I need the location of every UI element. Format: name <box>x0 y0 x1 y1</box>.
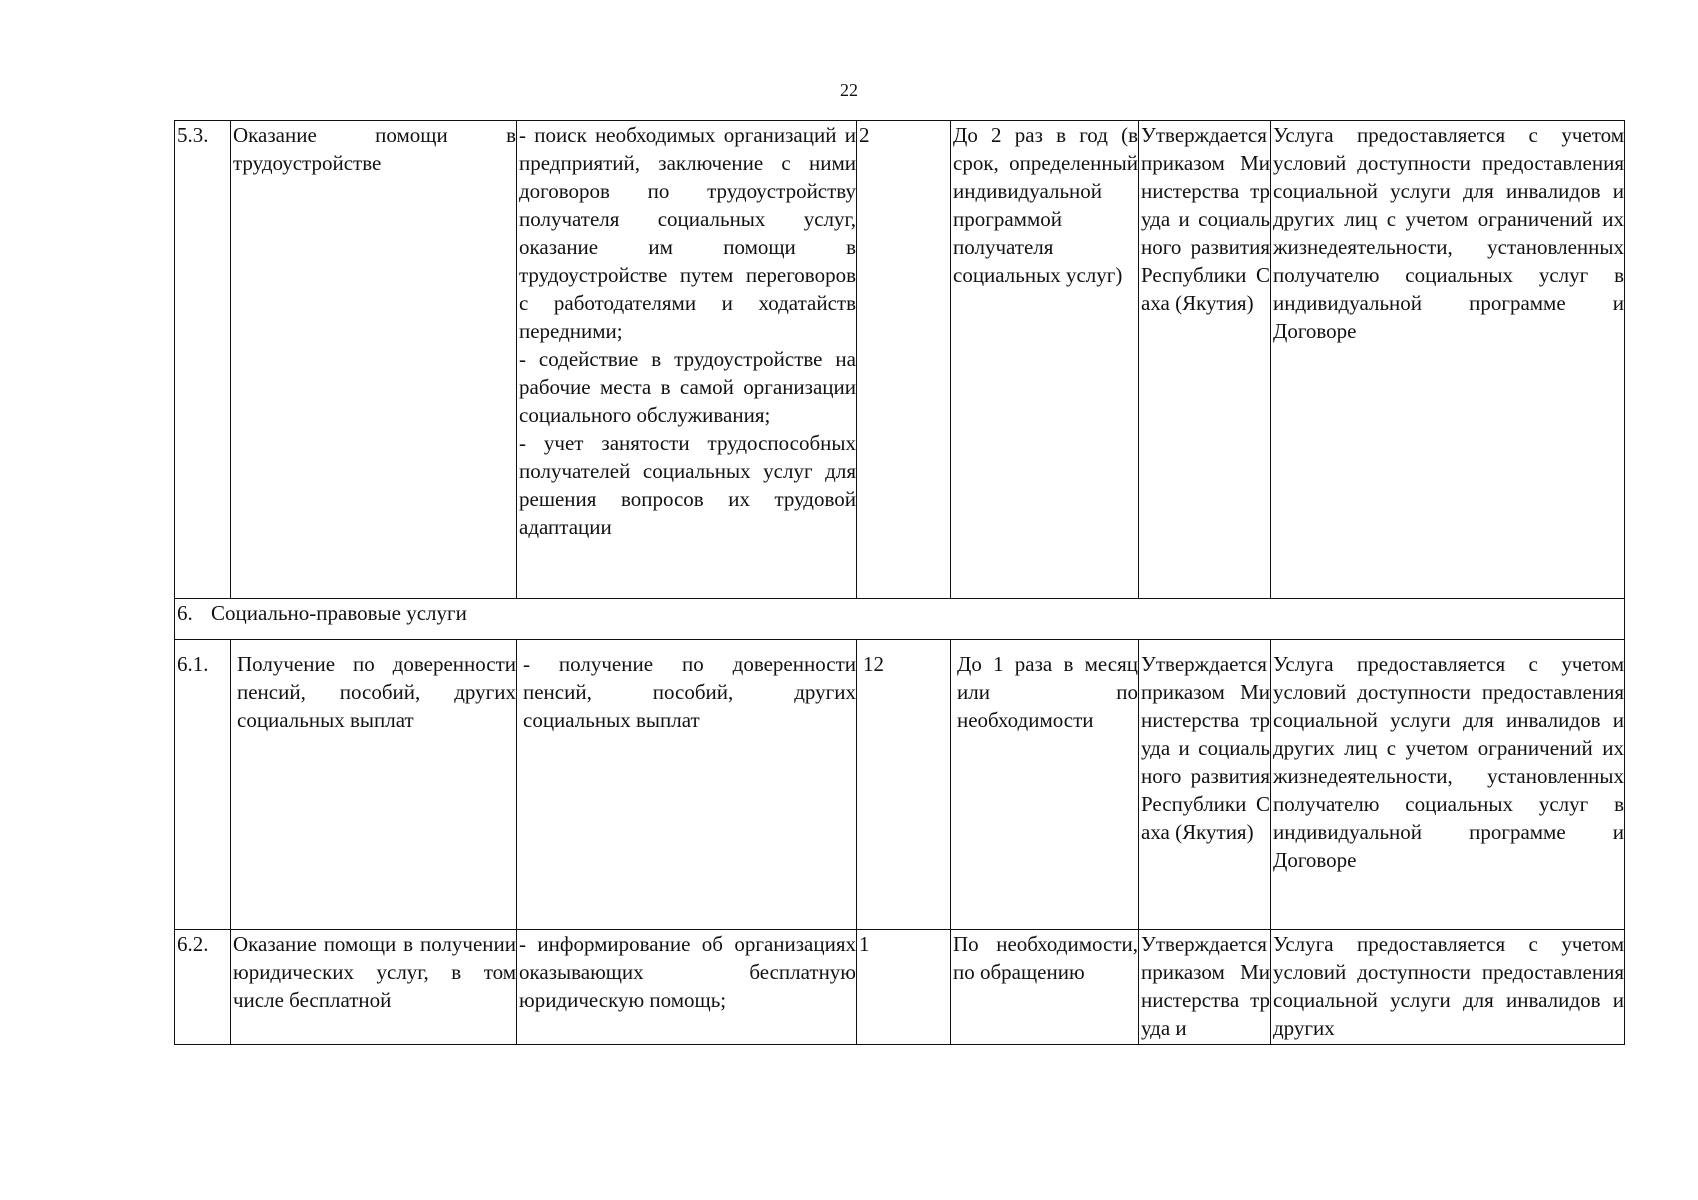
row-number: 6.2. <box>175 930 231 1045</box>
page-number: 22 <box>840 80 858 100</box>
service-period: До 1 раза в месяц или по необходимости <box>951 640 1139 930</box>
row-number: 6.1. <box>175 640 231 930</box>
section-title <box>175 599 1625 640</box>
row-number: 5.3. <box>175 121 231 599</box>
section-number: 6. <box>177 601 193 625</box>
service-content: - поиск необходимых организаций и предприятий, заключение с ними договоров по трудоустройству получателя социальных услуг, оказание им помощи в трудоустройстве путем переговоров с работодателями и ходатайств передними; - содействие в трудоустройстве на рабочие места в самой организации социального обслуживания; - учет занятости трудоспособных получателей социальных услуг для решения вопросов их трудовой адаптации <box>517 121 857 599</box>
service-volume: 2 <box>857 121 951 599</box>
service-tariff: Утверждается приказом Министерства труда и социального развития Республики Саха (Якутия) <box>1139 121 1271 599</box>
service-period: До 2 раз в год (в срок, определенный индивидуальной программой получателя социальных услуг) <box>951 121 1139 599</box>
service-conditions: Услуга предоставляется с учетом условий доступности предоставления социальной услуги для инвалидов и других лиц с учетом ограничений их жизнедеятельности, установленных получателю социальных услуг в индивидуальной программе и Договоре <box>1271 121 1625 599</box>
table-row <box>175 640 1625 930</box>
service-period: По необходимости, по обращению <box>951 930 1139 1045</box>
service-name: Получение по доверенности пенсий, пособий, других социальных выплат <box>231 640 517 930</box>
service-tariff: Утверждается приказом Министерства труда и <box>1139 930 1271 1045</box>
table-row <box>175 930 1625 1045</box>
service-tariff: Утверждается приказом Министерства труда и социального развития Республики Саха (Якутия) <box>1139 640 1271 930</box>
service-name: Оказание помощи в получении юридических услуг, в том числе бесплатной <box>231 930 517 1045</box>
service-conditions: Услуга предоставляется с учетом условий доступности предоставления социальной услуги для инвалидов и других лиц с учетом ограничений их жизнедеятельности, установленных получателю социальных услуг в индивидуальной программе и Договоре <box>1271 640 1625 930</box>
services-table <box>174 120 1625 1045</box>
service-volume: 12 <box>857 640 951 930</box>
service-conditions: Услуга предоставляется с учетом условий доступности предоставления социальной услуги для инвалидов и других <box>1271 930 1625 1045</box>
service-volume: 1 <box>857 930 951 1045</box>
section-header-row <box>175 599 1625 640</box>
service-name: Оказание помощи в трудоустройстве <box>231 121 517 599</box>
service-content: - информирование об организациях оказывающих бесплатную юридическую помощь; <box>517 930 857 1045</box>
service-content: - получение по доверенности пенсий, пособий, других социальных выплат <box>517 640 857 930</box>
section-title-text: Социально-правовые услуги <box>211 601 467 625</box>
table-row <box>175 121 1625 599</box>
